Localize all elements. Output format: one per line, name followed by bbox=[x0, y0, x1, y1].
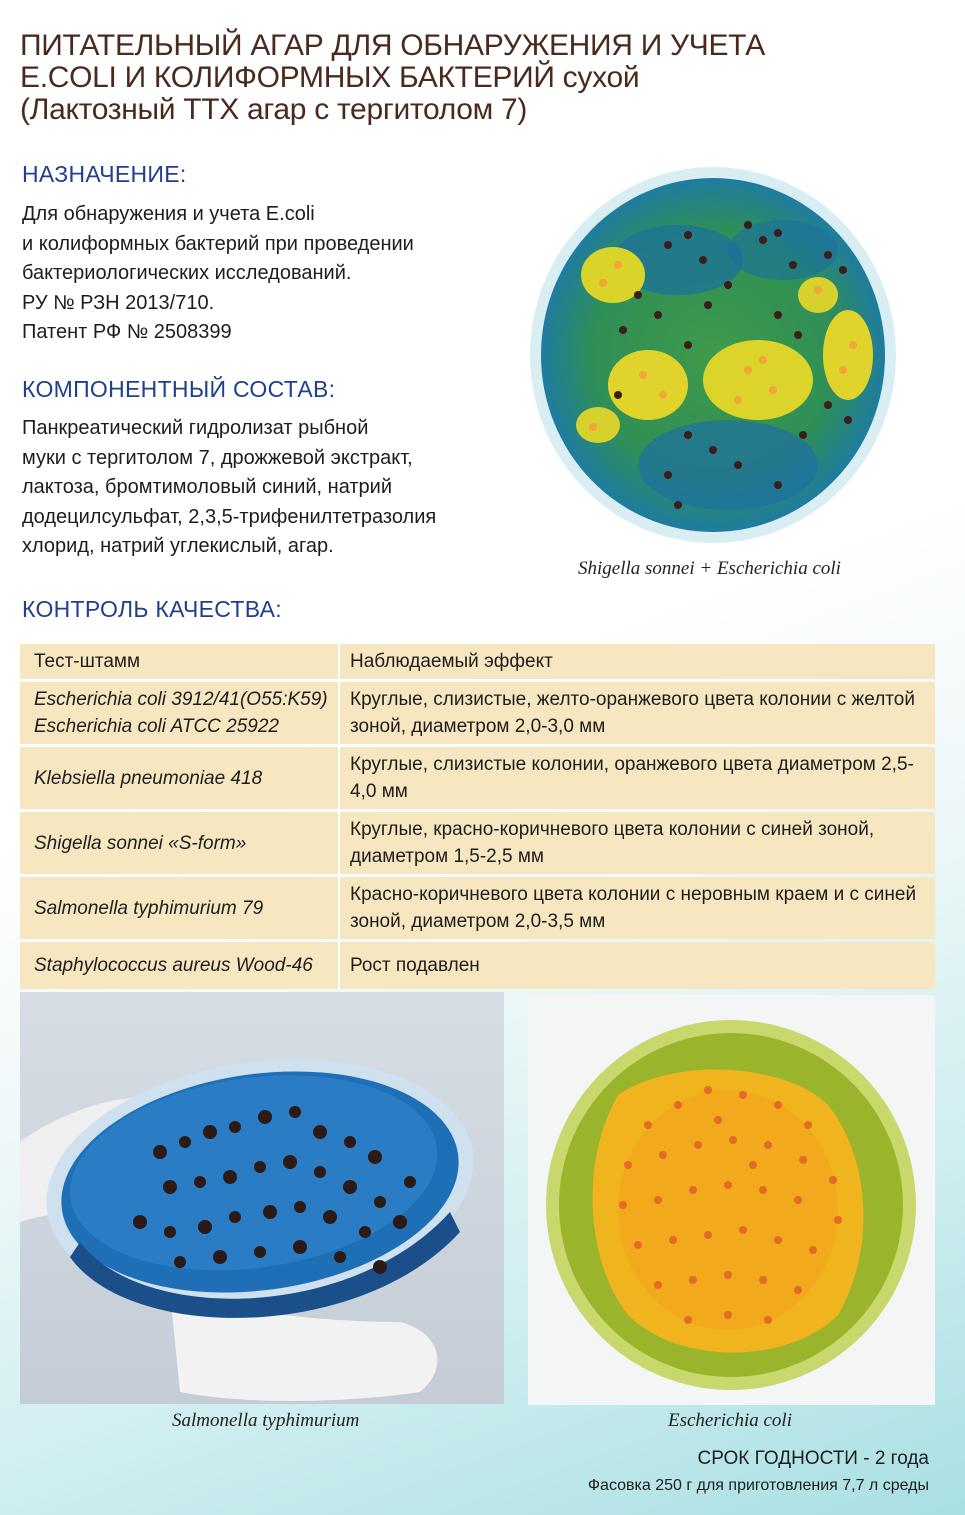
purpose-heading: НАЗНАЧЕНИЕ: bbox=[22, 161, 187, 187]
effect-text: Красно-коричневого цвета колонии с неровным краем и с синей bbox=[350, 884, 917, 905]
table-row bbox=[20, 682, 935, 744]
table-row bbox=[20, 942, 935, 989]
table-cell-strain bbox=[20, 942, 340, 989]
caption-right-photo: Escherichia coli bbox=[668, 1410, 792, 1431]
table-cell-strain bbox=[20, 682, 340, 744]
strain-text: Shigella sonnei «S-form» bbox=[34, 832, 247, 854]
table-row bbox=[20, 877, 935, 939]
shelf-life: СРОК ГОДНОСТИ - 2 года bbox=[697, 1448, 929, 1469]
purpose-line: РУ № РЗН 2013/710. bbox=[22, 291, 215, 314]
composition-heading: КОМПОНЕНТНЫЙ СОСТАВ: bbox=[22, 376, 336, 402]
packaging-info: Фасовка 250 г для приготовления 7,7 л среды bbox=[587, 1477, 929, 1494]
purpose-line: Патент РФ № 2508399 bbox=[22, 321, 232, 343]
table-cell-effect bbox=[340, 942, 935, 989]
quality-heading: КОНТРОЛЬ КАЧЕСТВА: bbox=[22, 596, 282, 622]
photo-ecoli-plate bbox=[528, 995, 935, 1405]
petri-dish-top-image bbox=[528, 165, 898, 550]
effect-text: Круглые, слизистые, желто-оранжевого цвета колонии с желтой bbox=[350, 689, 915, 710]
page-title bbox=[20, 30, 780, 126]
effect-text: Круглые, красно-коричневого цвета колонии с синей зоной, bbox=[350, 819, 875, 840]
purpose-line: и колиформных бактерий при проведении bbox=[22, 232, 414, 255]
table-cell-strain bbox=[20, 747, 340, 809]
effect-text: Рост подавлен bbox=[350, 955, 480, 976]
effect-text: зоной, диаметром 2,0-3,0 мм bbox=[350, 716, 606, 737]
table-cell-effect bbox=[340, 812, 935, 874]
strain-text: Escherichia coli ATCC 25922 bbox=[34, 716, 279, 737]
composition-line: Панкреатический гидролизат рыбной bbox=[22, 417, 369, 439]
composition-text bbox=[22, 414, 436, 562]
composition-line: муки с тергитолом 7, дрожжевой экстракт, bbox=[22, 446, 413, 469]
purpose-line: бактериологических исследований. bbox=[22, 262, 352, 284]
table-row bbox=[20, 747, 935, 809]
table-row bbox=[20, 812, 935, 874]
table-header-effect: Наблюдаемый эффект bbox=[340, 644, 935, 679]
quality-table bbox=[20, 641, 935, 992]
effect-text: диаметром 1,5-2,5 мм bbox=[350, 846, 544, 867]
table-header-row bbox=[20, 644, 935, 679]
strain-text: Klebsiella pneumoniae 418 bbox=[34, 767, 263, 789]
strain-text: Salmonella typhimurium 79 bbox=[34, 897, 264, 919]
table-cell-strain bbox=[20, 812, 340, 874]
table-cell-effect bbox=[340, 682, 935, 744]
table-cell-effect bbox=[340, 877, 935, 939]
effect-text: Круглые, слизистые колонии, оранжевого цвета диаметром 2,5-4,0 мм bbox=[350, 754, 914, 802]
composition-line: хлорид, натрий углекислый, агар. bbox=[22, 535, 334, 557]
strain-text: Staphylococcus aureus Wood-46 bbox=[34, 955, 313, 976]
purpose-line: Для обнаружения и учета E.coli bbox=[22, 203, 315, 225]
effect-text: зоной, диаметром 2,0-3,5 мм bbox=[350, 911, 606, 932]
strain-text: Escherichia coli 3912/41(O55:K59) bbox=[34, 689, 328, 710]
table-cell-effect bbox=[340, 747, 935, 809]
table-header-strain: Тест-штамм bbox=[20, 644, 340, 679]
purpose-text bbox=[22, 200, 414, 348]
title-line-3: (Лактозный ТТХ агар с тергитолом 7) bbox=[20, 93, 528, 126]
title-line-2: E.COLI И КОЛИФОРМНЫХ БАКТЕРИЙ сухой bbox=[20, 61, 640, 94]
caption-left-photo: Salmonella typhimurium bbox=[172, 1410, 360, 1431]
caption-top-plate: Shigella sonnei + Escherichia coli bbox=[578, 558, 841, 579]
photo-salmonella-plate bbox=[20, 992, 504, 1404]
title-line-1: ПИТАТЕЛЬНЫЙ АГАР ДЛЯ ОБНАРУЖЕНИЯ И УЧЕТА bbox=[20, 29, 765, 62]
composition-line: лактоза, бромтимоловый синий, натрий bbox=[22, 476, 392, 498]
composition-line: додецилсульфат, 2,3,5-трифенилтетразолия bbox=[22, 505, 437, 528]
table-cell-strain bbox=[20, 877, 340, 939]
